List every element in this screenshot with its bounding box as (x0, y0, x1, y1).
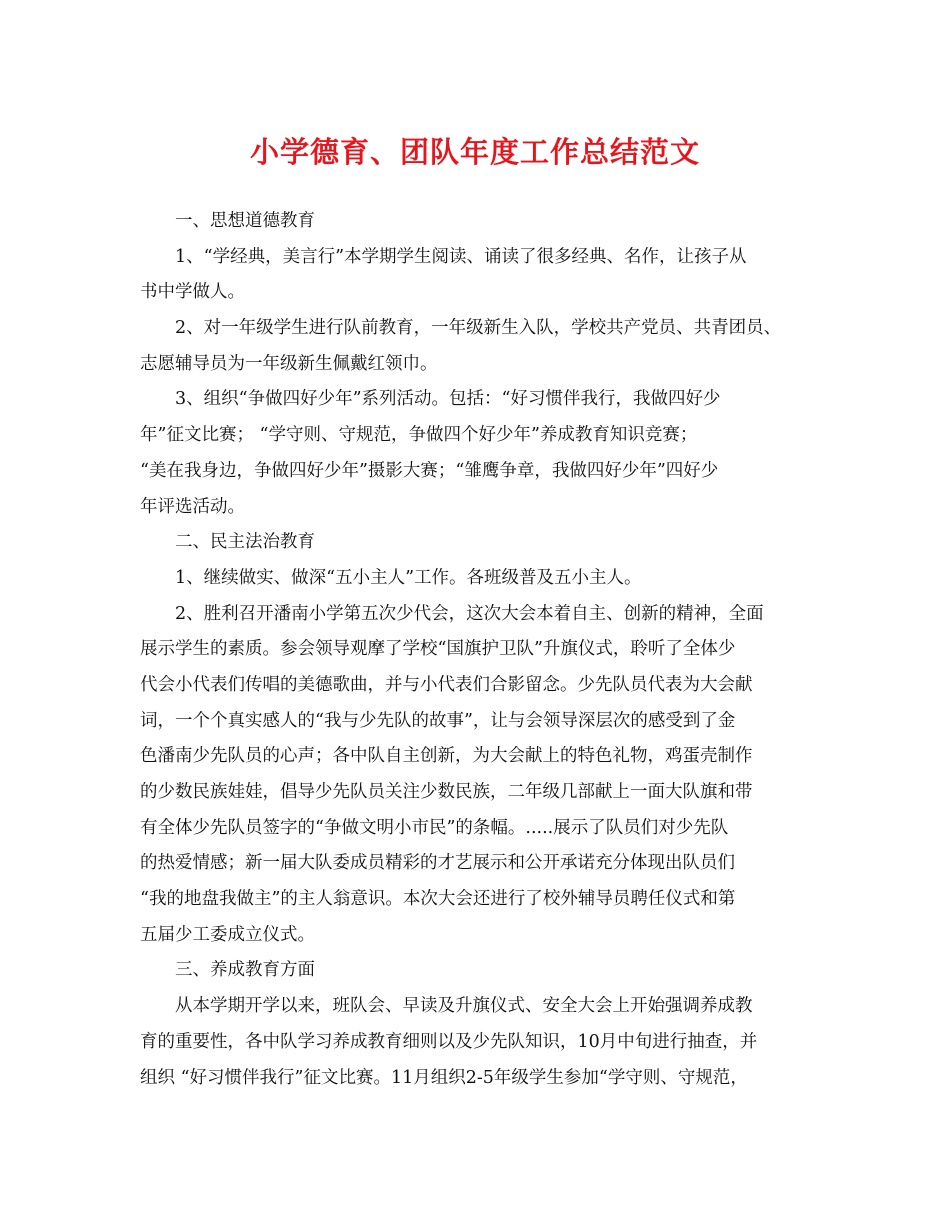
text-line: 展示学生的素质。参会领导观摩了学校“国旗护卫队”升旗仪式，聆听了全体少 (140, 639, 736, 660)
text-line: 三、养成教育方面 (175, 960, 315, 981)
text-line: 书中学做人。 (140, 282, 245, 303)
text-line: 词，一个个真实感人的“我与少先队的故事”，让与会领导深层次的感受到了金 (140, 710, 736, 731)
text-line: 1、继续做实、做深“五小主人”工作。各班级普及五小主人。 (175, 567, 642, 588)
text-line: 色潘南少先队员的心声；各中队自主创新，为大会献上的特色礼物，鸡蛋壳制作 (140, 746, 753, 767)
text-line: 年评选活动。 (140, 496, 245, 517)
text-line: 年”征文比赛； “学守则、守规范，争做四个好少年”养成教育知识竞赛； (140, 425, 698, 446)
text-line: 育的重要性，各中队学习养成教育细则以及少先队知识，10月中旬进行抽查，并 (140, 1031, 758, 1052)
text-line: 2、对一年级学生进行队前教育，一年级新生入队，学校共产党员、共青团员、 (175, 318, 782, 339)
text-line: “我的地盘我做主”的主人翁意识。本次大会还进行了校外辅导员聘任仪式和第 (140, 889, 736, 910)
text-line: 的少数民族娃娃，倡导少先队员关注少数民族，二年级几部献上一面大队旗和带 (140, 782, 753, 802)
text-line: 二、民主法治教育 (175, 532, 315, 553)
text-line: 志愿辅导员为一年级新生佩戴红领巾。 (140, 353, 438, 374)
text-line: 2、胜利召开潘南小学第五次少代会，这次大会本着自主、创新的精神，全面 (175, 603, 764, 624)
text-line: 五届少工委成立仪式。 (140, 924, 315, 945)
text-line: 一、思想道德教育 (175, 211, 315, 231)
text-line: 3、组织“争做四好少年”系列活动。包括：“好习惯伴我行，我做四好少 (175, 389, 721, 410)
text-line: “美在我身边，争做四好少年”摄影大赛；“雏鹰争章，我做四好少年”四好少 (140, 460, 719, 481)
text-line: 代会小代表们传唱的美德歌曲，并与小代表们合影留念。少先队员代表为大会献 (140, 674, 753, 695)
text-line: 组织 “好习惯伴我行”征文比赛。11月组织2-5年级学生参加“学守则、守规范， (140, 1067, 748, 1088)
text-line: 的热爱情感；新一届大队委成员精彩的才艺展示和公开承诺充分体现出队员们 (140, 853, 735, 874)
document-title: 小学德育、团队年度工作总结范文 (249, 135, 700, 169)
text-line: 有全体少先队员签字的“争做文明小市民”的条幅。.....展示了队员们对少先队 (140, 817, 729, 838)
text-line: 1、“学经典，美言行”本学期学生阅读、诵读了很多经典、名作，让孩子从 (175, 246, 747, 267)
document-body (140, 204, 812, 1096)
text-line: 从本学期开学以来，班队会、早读及升旗仪式、安全大会上开始强调养成教 (175, 996, 753, 1017)
